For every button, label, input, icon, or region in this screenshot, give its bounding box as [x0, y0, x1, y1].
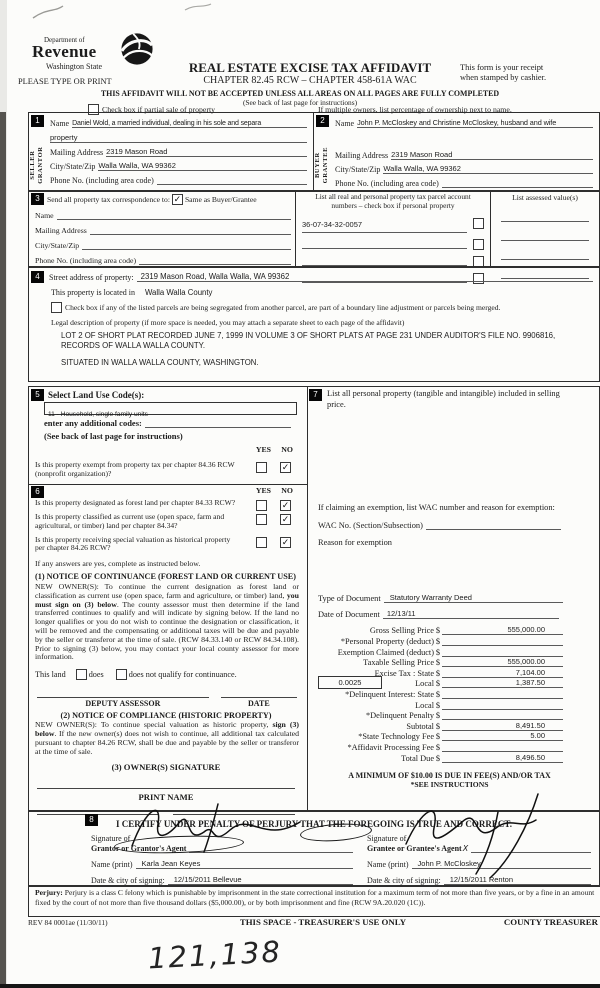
- logo-wa-state: Washington State: [46, 62, 103, 71]
- fee-label: Exemption Claimed (deduct): [337, 647, 434, 657]
- deputy-assessor-field[interactable]: [37, 696, 209, 698]
- continuance-part1: NEW OWNER(S): To continue the current designation as forest land or classification as current use (open space, farm and agriculture, or timber) land,: [35, 582, 299, 600]
- current-use-yes-checkbox[interactable]: [256, 514, 267, 525]
- historic-no-checkbox[interactable]: ✓: [281, 536, 290, 547]
- parcel-header-line2: numbers – check box if personal property: [331, 200, 455, 210]
- dollar-sign: $: [435, 647, 441, 657]
- fee-label: *Affidavit Processing Fee: [347, 742, 434, 752]
- section5-number: 5: [31, 389, 44, 401]
- perjury-body: Perjury is a class C felony which is punishable by imprisonment in the state correctional institution for a maximum term of not more than five years, or by a fine in an amount fixed by the court of not more than five thousand dollars ($5,000.00), or by both imprisonment and fine (RCW 9A.20.020 (1C)).: [35, 888, 595, 907]
- minimum-note: A MINIMUM OF $10.00 IS DUE IN FEE(S) AND/OR TAX: [348, 770, 551, 780]
- section1-number: 1: [31, 115, 44, 127]
- grantor-sig-label2: Grantor or Grantor's Agent: [91, 844, 187, 853]
- grantor-label: GRANTOR: [37, 146, 44, 184]
- see-back-note-2: (See back of last page for instructions): [44, 431, 183, 441]
- does-not-label: does not qualify for continuance.: [128, 670, 237, 680]
- fee-label: Taxable Selling Price: [363, 658, 434, 668]
- fee-gross-field[interactable]: [442, 625, 563, 635]
- dollar-sign: $: [435, 711, 441, 721]
- compliance-part1: NEW OWNER(S): To continue special valuation as historic property,: [35, 720, 273, 730]
- historic-yes-checkbox[interactable]: [256, 537, 267, 548]
- fee-label: Total Due: [401, 753, 434, 763]
- section4-number: 4: [31, 271, 44, 283]
- seller-name-value: Daniel Wold, a married individual, dealing in his sole and separa: [72, 120, 262, 127]
- footer-row: [28, 917, 598, 927]
- wac-label: WAC No. (Section/Subsection): [318, 520, 423, 530]
- current-use-question-row: [35, 513, 301, 530]
- fee-label: Local: [415, 679, 434, 689]
- grantor-name-label: Name (print): [91, 860, 133, 869]
- fee-table: [316, 625, 563, 763]
- correspondence-column: [29, 191, 296, 267]
- land-use-code-box[interactable]: [44, 402, 297, 418]
- perjury-bold-label: Perjury:: [35, 888, 63, 897]
- parcel-personal-checkbox-2[interactable]: [473, 239, 484, 250]
- grantee-label: GRANTEE: [322, 146, 329, 184]
- treasurer-use-only-label: THIS SPACE - TREASURER'S USE ONLY: [239, 917, 407, 927]
- fee-value: 1,387.50: [515, 678, 545, 688]
- current-use-no-checkbox[interactable]: ✓: [281, 514, 290, 525]
- additional-codes-field[interactable]: [145, 418, 291, 428]
- seller-city-value: Walla Walla, WA 99362: [98, 161, 176, 170]
- grantor-name-field[interactable]: [136, 859, 353, 869]
- fee-value: 5.00: [530, 731, 545, 741]
- receipt-note-line2: when stamped by cashier.: [460, 73, 547, 83]
- fee-tech-field[interactable]: [442, 731, 563, 741]
- segregated-label: Check box if any of the listed parcels are being segregated from another parcel, are part of a boundary line adjustment or parcels being merged.: [65, 303, 501, 312]
- type-of-document-label: Type of Document: [318, 593, 381, 603]
- grantee-signature-ink: [378, 786, 578, 886]
- exempt-yes-checkbox[interactable]: [256, 462, 267, 473]
- fee-taxable-field[interactable]: [442, 657, 563, 667]
- forest-no-checkbox[interactable]: ✓: [281, 500, 290, 511]
- buyer-name-label: Name: [335, 119, 355, 128]
- buyer-grantee-vertical-label: [314, 133, 330, 195]
- dollar-sign: $: [435, 700, 441, 710]
- yes-header-2: YES: [255, 486, 271, 496]
- section3-number: 3: [31, 193, 44, 205]
- parcel-number-1: 36-07-34-32-0057: [302, 219, 363, 229]
- fee-value: 8,496.50: [515, 752, 545, 762]
- fee-row-personal: [316, 635, 563, 646]
- street-address-field[interactable]: [137, 272, 593, 282]
- exempt-question-row: [35, 461, 301, 478]
- form-title: REAL ESTATE EXCISE TAX AFFIDAVIT: [188, 60, 432, 75]
- assessed-field-3[interactable]: [501, 250, 589, 260]
- additional-codes-label: enter any additional codes:: [44, 418, 142, 428]
- continuance-part2: . The county assessor must then determine if the land transferred continues to qualify and will indicate by signing below. If the land no longer qualifies or you do not wish to continue the designation or classification, it will be removed and the compensating or additional taxes will be due and payable by the seller or transferor at the time of sale. (RCW 84.33.140 or RCW 84.34.108). Prior to signing (3) below, you may contact your local county assessor for more information.: [35, 599, 299, 662]
- fee-label: Subtotal: [406, 721, 434, 731]
- perjury-box: [28, 885, 600, 917]
- parcel-personal-checkbox-1[interactable]: [473, 218, 484, 229]
- partial-sale-label: Check box if partial sale of property: [102, 105, 216, 114]
- parcel-field-1[interactable]: [302, 214, 467, 233]
- corr-phone-field[interactable]: [139, 255, 291, 265]
- reason-blank-area[interactable]: [308, 547, 591, 593]
- scan-bottom-edge: [0, 984, 600, 988]
- revenue-swirl-icon: [120, 32, 154, 66]
- corr-city-field[interactable]: [82, 240, 291, 250]
- corr-phone-label: Phone No. (including area code): [35, 256, 137, 265]
- parcel-column: [296, 191, 491, 267]
- compliance-body: [35, 721, 299, 756]
- fee-row-taxable: [316, 657, 563, 668]
- fee-row-total: [316, 752, 563, 763]
- seller-phone-field[interactable]: [157, 175, 307, 185]
- section8-number: 8: [85, 814, 98, 826]
- please-type-or-print: PLEASE TYPE OR PRINT: [18, 77, 112, 86]
- yes-header: YES: [255, 445, 271, 454]
- see-instructions-note: *SEE INSTRUCTIONS: [410, 779, 489, 789]
- seller-mailing-label: Mailing Address: [50, 148, 104, 157]
- handwritten-treasurer-number: 121,138: [147, 934, 283, 976]
- multiple-owners-note: If multiple owners, list percentage of ownership next to name.: [318, 105, 512, 114]
- type-of-document-value: Statutory Warranty Deed: [389, 592, 472, 602]
- receipt-note-line1: This form is your receipt: [460, 63, 544, 72]
- grantee-sig-label1: Signature of: [367, 834, 407, 843]
- same-as-buyer-label: Same as Buyer/Grantee: [184, 194, 257, 204]
- scan-left-edge: [0, 112, 6, 988]
- type-of-document-field[interactable]: [384, 593, 563, 603]
- buyer-city-value: Walla Walla, WA 99362: [383, 164, 461, 173]
- buyer-name-value: John P. McCloskey and Christine McCloskey, husband and wife: [357, 118, 557, 127]
- qualify-row: [35, 669, 301, 680]
- located-in-value: Walla Walla County: [144, 288, 213, 297]
- grantee-name-value: John P. McCloskey: [417, 859, 481, 868]
- fee-row-exemption: [316, 646, 563, 657]
- land-use-column: [29, 387, 308, 811]
- corr-city-label: City/State/Zip: [35, 241, 80, 250]
- grantor-sig-label1: Signature of: [91, 834, 131, 843]
- section7-number: 7: [309, 389, 322, 401]
- fee-label: *Delinquent Penalty: [366, 711, 434, 721]
- section2-number: 2: [316, 115, 329, 127]
- seller-name-field-line2[interactable]: [50, 133, 307, 143]
- located-in-label: This property is located in: [51, 288, 135, 297]
- seller-city-field[interactable]: [98, 161, 307, 171]
- yes-no-header-1: [31, 445, 301, 456]
- grantor-date-label: Date & city of signing:: [91, 876, 165, 885]
- buyer-mailing-value: 2319 Mason Road: [391, 150, 453, 159]
- property-address-box: [28, 266, 600, 382]
- fee-row-affidavit: [316, 741, 563, 752]
- corr-name-label: Name: [35, 211, 54, 220]
- buyer-phone-label: Phone No. (including area code): [335, 179, 439, 188]
- assessor-date-field[interactable]: [221, 696, 297, 698]
- buyer-name-field[interactable]: [357, 118, 593, 128]
- legal-description-text2: SITUATED IN WALLA WALLA COUNTY, WASHINGTON.: [61, 358, 259, 368]
- section6-number: 6: [31, 486, 44, 498]
- dollar-sign: $: [435, 679, 441, 689]
- corr-name-field[interactable]: [57, 210, 291, 220]
- date-of-document-value: 12/13/11: [386, 608, 416, 618]
- no-header: NO: [281, 445, 293, 454]
- historic-question-row: [35, 536, 301, 553]
- continuance-body: [35, 583, 299, 662]
- seller-phone-label: Phone No. (including area code): [50, 176, 154, 185]
- middle-box: [28, 386, 600, 812]
- owners-signature-title: (3) OWNER(S) SIGNATURE: [111, 762, 221, 773]
- assessor-sign-row: [37, 696, 297, 708]
- fee-row-tech: [316, 731, 563, 742]
- fee-row-delinq-state: [316, 688, 563, 699]
- warning-line: THIS AFFIDAVIT WILL NOT BE ACCEPTED UNLESS ALL AREAS ON ALL PAGES ARE FULLY COMPLETED: [100, 89, 500, 98]
- fee-label: Local: [415, 700, 434, 710]
- if-yes-note: If any answers are yes, complete as instructed below.: [35, 559, 201, 569]
- buyer-city-field[interactable]: [383, 164, 593, 174]
- legal-description-label: Legal description of property (if more space is needed, you may attach a separate sheet to each page of the affidavit): [51, 318, 405, 327]
- assessed-field-2[interactable]: [501, 231, 589, 241]
- grantee-name-label: Name (print): [367, 860, 409, 869]
- tax-correspondence-box: [28, 190, 600, 268]
- seller-mailing-value: 2319 Mason Road: [106, 147, 168, 156]
- dollar-sign: $: [435, 721, 441, 731]
- local-rate-box[interactable]: 0.0025: [318, 676, 382, 689]
- buyer-phone-field[interactable]: [442, 178, 593, 188]
- date-of-document-label: Date of Document: [318, 609, 380, 619]
- rev-number: REV 84 0001ae (11/30/11): [28, 918, 108, 927]
- personal-property-label: List all personal property (tangible and intangible) included in selling price.: [327, 389, 560, 409]
- grantee-date-value: 12/15/2011 Renton: [449, 875, 514, 884]
- same-as-buyer-checkbox[interactable]: ✓: [173, 193, 182, 204]
- grantor-date-field[interactable]: [168, 875, 353, 885]
- buyer-label: BUYER: [313, 152, 321, 179]
- send-correspondence-label: Send all property tax correspondence to:: [47, 194, 170, 204]
- county-treasurer-label: COUNTY TREASURER: [503, 917, 598, 927]
- historic-question-text: Is this property receiving special valuation as historical property per chapter 84.26 RCW?: [35, 534, 231, 553]
- fee-local-field[interactable]: [442, 678, 563, 688]
- fee-row-penalty: [316, 710, 563, 721]
- wac-field[interactable]: [426, 520, 561, 530]
- dollar-sign: $: [435, 690, 441, 699]
- revenue-logo: [32, 36, 162, 80]
- exempt-question-text: Is this property exempt from property tax per chapter 84.36 RCW (nonprofit organization)?: [35, 460, 235, 478]
- exemption-note: If claiming an exemption, list WAC number and reason for exemption:: [318, 502, 555, 512]
- forest-question-text: Is this property designated as forest land per chapter 84.33 RCW?: [35, 498, 236, 508]
- grantee-x-mark: X: [462, 844, 469, 853]
- fee-row-local: [316, 678, 563, 689]
- logo-dept-of: Department of: [44, 36, 85, 44]
- dollar-sign: $: [435, 658, 441, 668]
- logo-revenue: Revenue: [32, 42, 97, 61]
- compliance-part2: . If the new owner(s) does not wish to continue, all additional tax calculated pursuant to chapter 84.26 RCW, shall be due and payable by the seller or transferor at the time of sale.: [35, 729, 299, 756]
- dollar-sign: $: [435, 668, 441, 678]
- corr-mailing-label: Mailing Address: [35, 226, 87, 235]
- deputy-assessor-label: DEPUTY ASSESSOR: [85, 699, 161, 709]
- seller-name-label: Name: [50, 119, 70, 128]
- pencil-marks: [25, 0, 215, 26]
- perjury-text: [35, 888, 600, 908]
- this-land-label: This land: [35, 670, 66, 680]
- legal-description-text: LOT 2 OF SHORT PLAT RECORDED JUNE 7, 1999 IN VOLUME 3 OF SHORT PLATS AT PAGE 231 UNDER AUDITOR'S FILE NO. 9906816, RECORDS OF WALLA WALLA COUNTY.: [61, 331, 556, 350]
- buyer-section: [314, 113, 599, 191]
- dollar-sign: $: [435, 732, 441, 742]
- parcel-header: [302, 193, 484, 211]
- fee-value: 555,000.00: [507, 657, 545, 667]
- seller-section: [29, 113, 314, 191]
- dollar-sign: $: [435, 753, 441, 763]
- fee-value: 7,104.00: [515, 667, 545, 677]
- continuance-title: (1) NOTICE OF CONTINUANCE (FOREST LAND OR CURRENT USE): [35, 572, 296, 582]
- yes-no-header-2: [31, 486, 301, 497]
- grantor-name-value: Karla Jean Keyes: [141, 859, 201, 868]
- parcel-field-2[interactable]: [302, 239, 467, 249]
- no-header-2: NO: [281, 486, 293, 496]
- personal-property-blank-area[interactable]: [308, 411, 591, 503]
- fee-row-subtotal: [316, 720, 563, 731]
- grantor-date-value: 12/15/2011 Bellevue: [173, 875, 242, 884]
- assessor-date-label: DATE: [248, 699, 270, 709]
- street-address-value: 2319 Mason Road, Walla Walla, WA 99362: [140, 272, 290, 281]
- dollar-sign: $: [435, 626, 441, 636]
- fee-value: 555,000.00: [507, 625, 545, 635]
- compliance-bold: sign (3) below: [35, 720, 299, 738]
- seller-name-field[interactable]: [72, 118, 307, 128]
- date-of-document-field[interactable]: [383, 609, 559, 619]
- exempt-no-checkbox[interactable]: ✓: [281, 462, 290, 472]
- assessed-header: List assessed value(s): [512, 193, 578, 202]
- buyer-mailing-field[interactable]: [391, 150, 593, 160]
- certify-statement: I CERTIFY UNDER PENALTY OF PERJURY THAT THE FOREGOING IS TRUE AND CORRECT.: [115, 819, 512, 829]
- corr-mailing-field[interactable]: [90, 225, 291, 235]
- assessed-field-1[interactable]: [501, 212, 589, 222]
- fee-label: *State Technology Fee: [358, 732, 434, 742]
- parcel-header-line1: List all real and personal property tax parcel account: [315, 192, 471, 201]
- compliance-title: (2) NOTICE OF COMPLIANCE (HISTORIC PROPERTY): [60, 711, 272, 721]
- buyer-mailing-label: Mailing Address: [335, 151, 389, 160]
- street-address-label: Street address of property:: [49, 272, 134, 282]
- assessed-value-column: [491, 191, 599, 267]
- fee-excise-state-field[interactable]: [442, 668, 563, 678]
- fee-row-delinq-local: [316, 699, 563, 710]
- dollar-sign: $: [435, 742, 441, 752]
- parcel-field-3[interactable]: [302, 256, 467, 266]
- form-subtitle: CHAPTER 82.45 RCW – CHAPTER 458-61A WAC: [203, 75, 417, 86]
- dollar-sign: $: [435, 637, 441, 647]
- tax-computation-column: [308, 387, 599, 811]
- fee-total-field[interactable]: [442, 753, 563, 763]
- fee-label: *Personal Property (deduct): [340, 637, 434, 647]
- seller-city-label: City/State/Zip: [50, 162, 96, 171]
- seller-name-value2: property: [50, 133, 78, 142]
- land-use-title: Select Land Use Code(s):: [48, 390, 145, 400]
- grantee-sig-label2: Grantee or Grantee's Agent: [367, 844, 462, 853]
- parties-box: [28, 112, 600, 192]
- seller-grantor-vertical-label: [29, 133, 45, 195]
- fee-subtotal-field[interactable]: [442, 721, 563, 731]
- fee-label: Gross Selling Price: [369, 626, 434, 636]
- reason-exemption-label: Reason for exemption: [318, 537, 392, 547]
- continuance-bold: you must sign on (3) below: [35, 590, 299, 609]
- receipt-note: [460, 63, 580, 83]
- forest-yes-checkbox[interactable]: [256, 500, 267, 511]
- does-not-checkbox[interactable]: [116, 669, 127, 680]
- does-checkbox[interactable]: [76, 669, 87, 680]
- forest-question-row: [35, 498, 301, 511]
- land-use-code-value: 11 - Household, single family units: [48, 411, 148, 418]
- seller-label: SELLER: [28, 150, 36, 180]
- grantee-date-label: Date & city of signing:: [367, 876, 441, 885]
- fee-label: *Delinquent Interest: State: [345, 690, 434, 699]
- fee-label: Excise Tax : State: [374, 668, 434, 678]
- fee-value: 8,491.50: [515, 720, 545, 730]
- buyer-city-label: City/State/Zip: [335, 165, 381, 174]
- current-use-question-text: Is this property classified as current use (open space, farm and agricultural, or timber) land per chapter 84.34?: [35, 512, 225, 530]
- print-name-label: PRINT NAME: [138, 792, 194, 803]
- fee-row-gross: [316, 625, 563, 636]
- does-label: does: [88, 670, 104, 680]
- seller-mailing-field[interactable]: [106, 147, 307, 157]
- segregated-checkbox[interactable]: [51, 302, 62, 313]
- see-back-note: (See back of last page for instructions): [242, 98, 358, 107]
